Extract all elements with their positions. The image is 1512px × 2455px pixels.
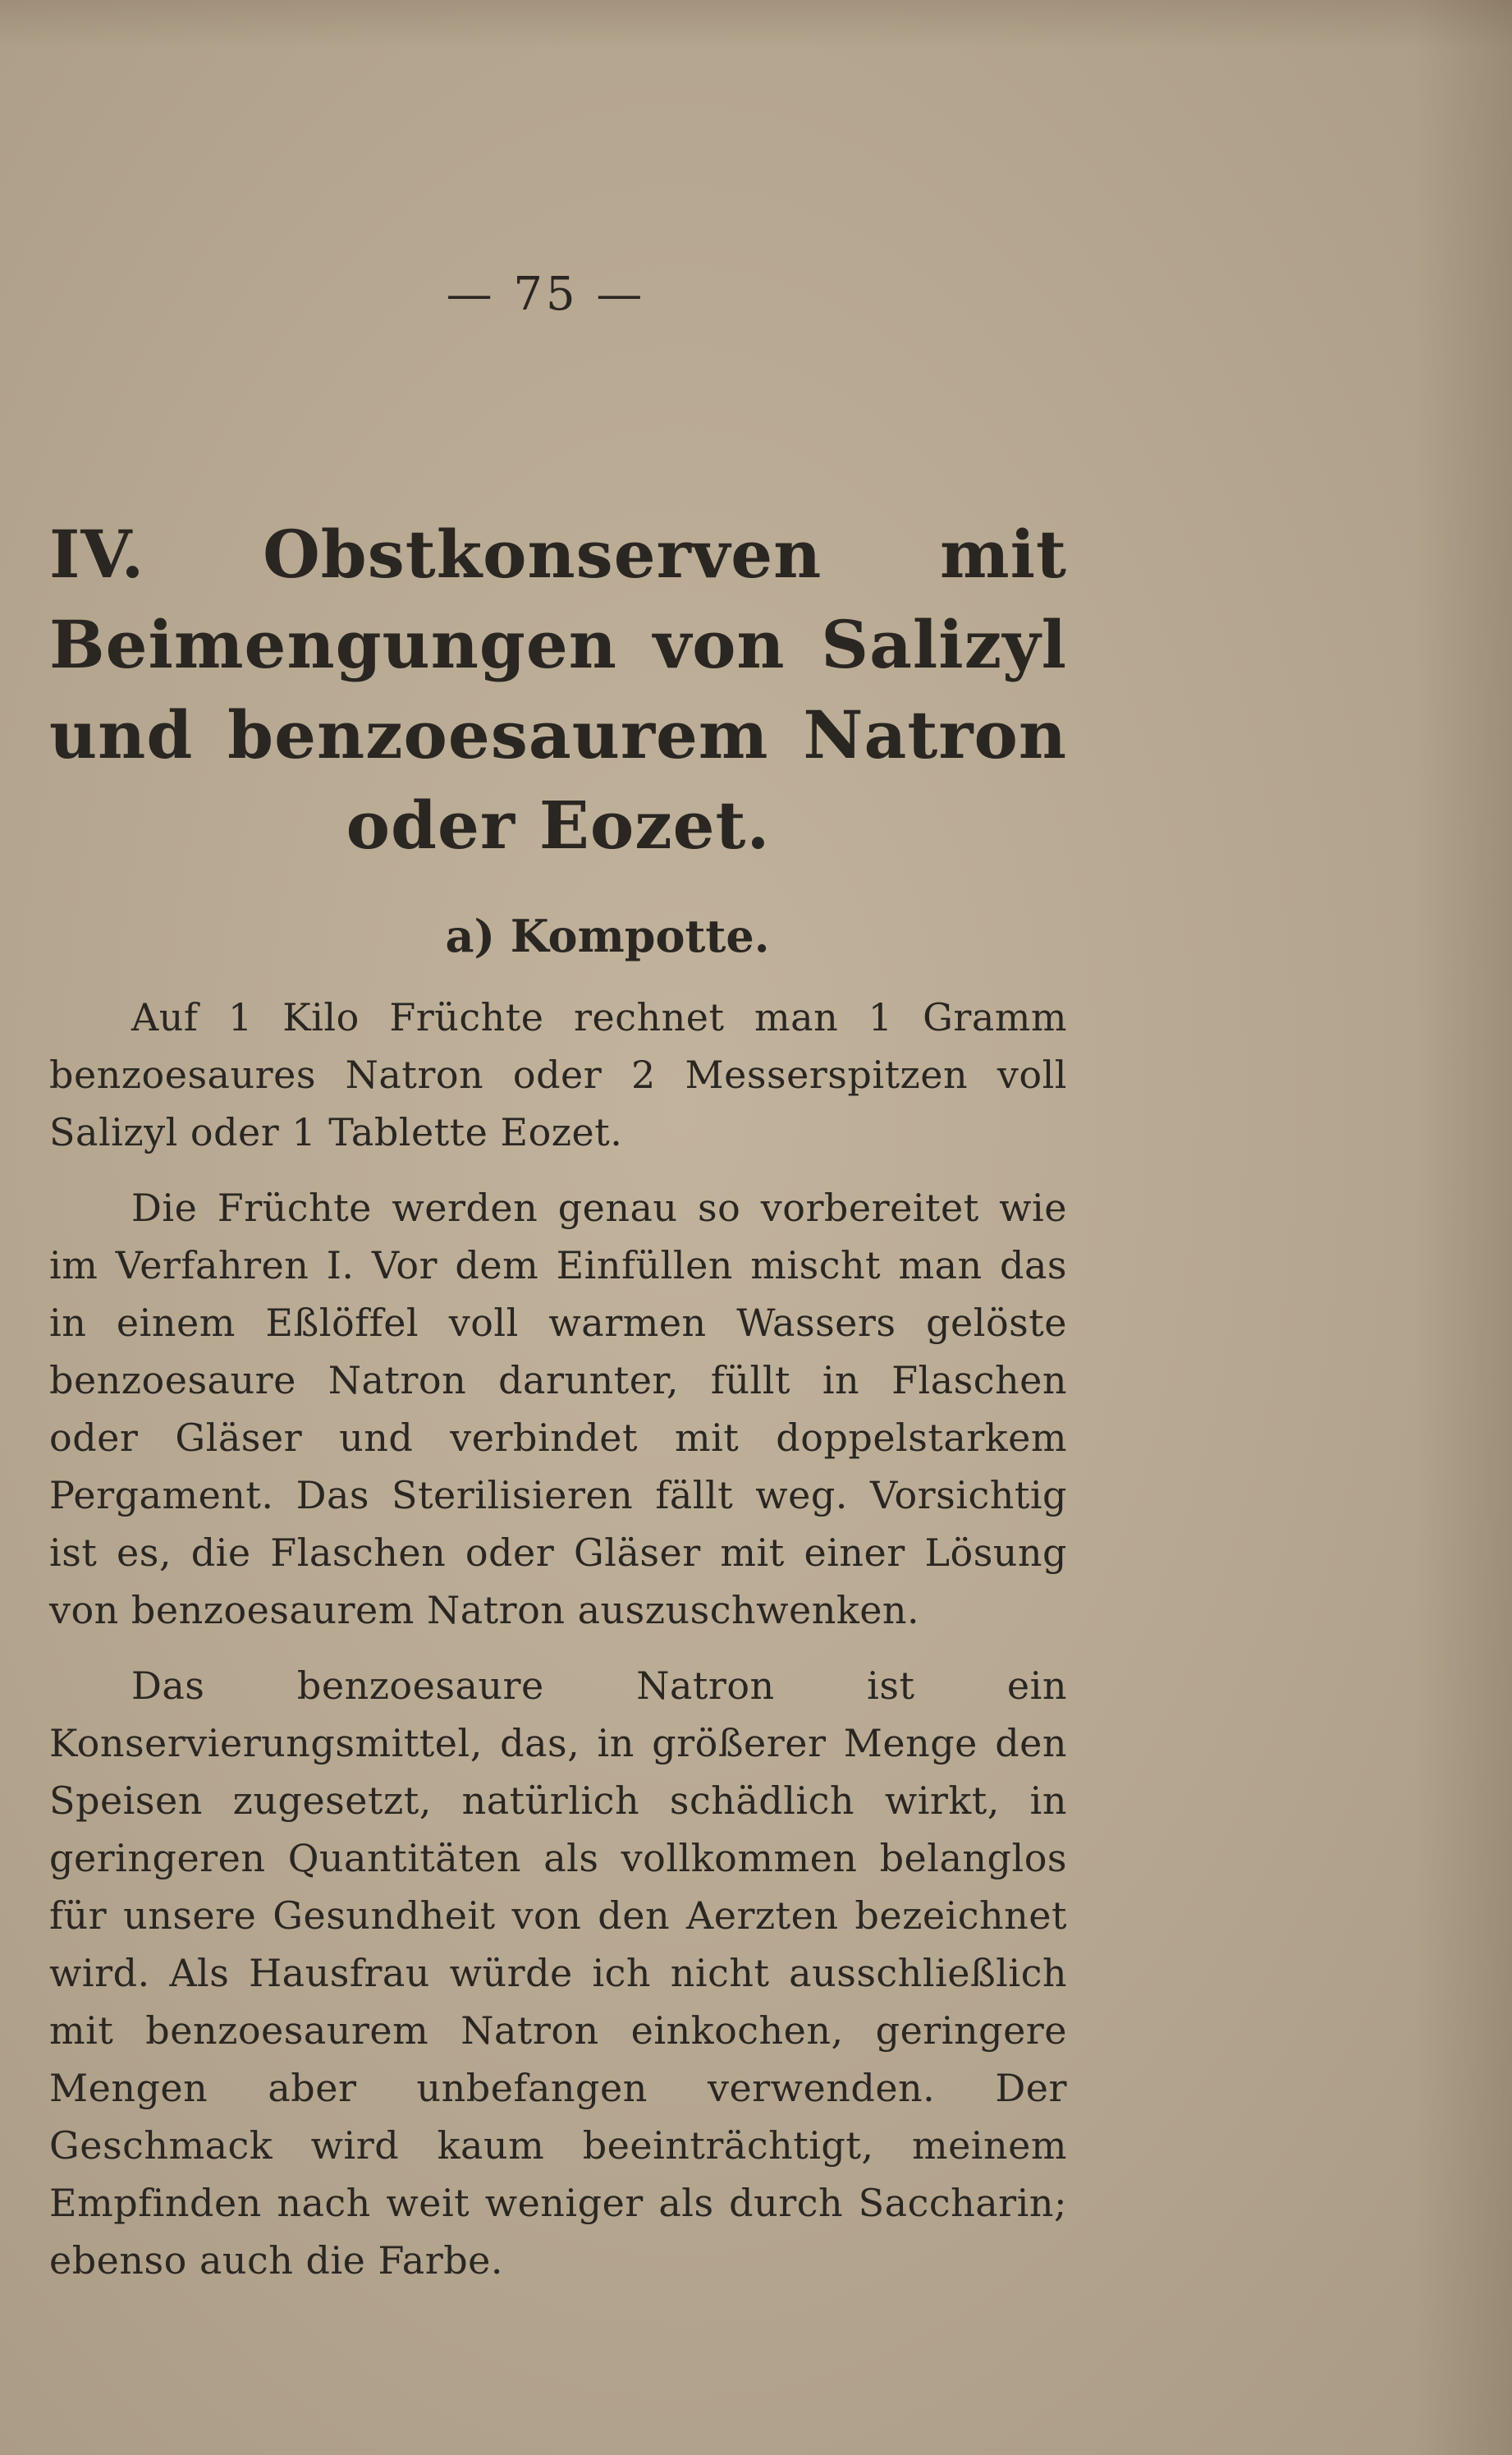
chapter-title: IV. Obstkonserven mit Beimengungen von Salizyl und benzoesaurem Natron oder Eozet. — [49, 516, 1067, 864]
page-edge-shadow — [0, 0, 1512, 49]
body-text — [49, 989, 1067, 2289]
page-content — [49, 509, 1067, 2307]
section-title: a) Kompotte. — [445, 910, 770, 962]
page-binding-shadow — [1413, 0, 1512, 2455]
paragraph: Das benzoesaure Natron ist ein Konservierungsmittel, das, in größerer Menge den Speisen zugesetzt, natürlich schädlich wirkt, in geringeren Quantitäten als vollkommen belanglos für unsere Gesundheit von den Aerzten bezeichnet wird. Als Hausfrau würde ich nicht ausschließlich mit benzoesaurem Natron einkochen, geringere Mengen aber unbefangen verwenden. Der Geschmack wird kaum beeinträchtigt, meinem Empfinden nach weit weniger als durch Saccharin; ebenso auch die Farbe. — [49, 1663, 1067, 2283]
paragraph: Die Früchte werden genau so vorbereitet wie im Verfahren I. Vor dem Einfüllen mischt man das in einem Eßlöffel voll warmen Wassers gelöste benzoesaure Natron darunter, füllt in Flaschen oder Gläser und verbindet mit doppelstarkem Pergament. Das Sterilisieren fällt weg. Vorsichtig ist es, die Flaschen oder Gläser mit einer Lösung von benzoesaurem Natron auszuschwenken. — [49, 1186, 1067, 1632]
paragraph: Auf 1 Kilo Früchte rechnet man 1 Gramm benzoesaures Natron oder 2 Messerspitzen voll Salizyl oder 1 Tablette Eozet. — [49, 995, 1067, 1154]
page-number: — 75 — — [446, 268, 646, 321]
